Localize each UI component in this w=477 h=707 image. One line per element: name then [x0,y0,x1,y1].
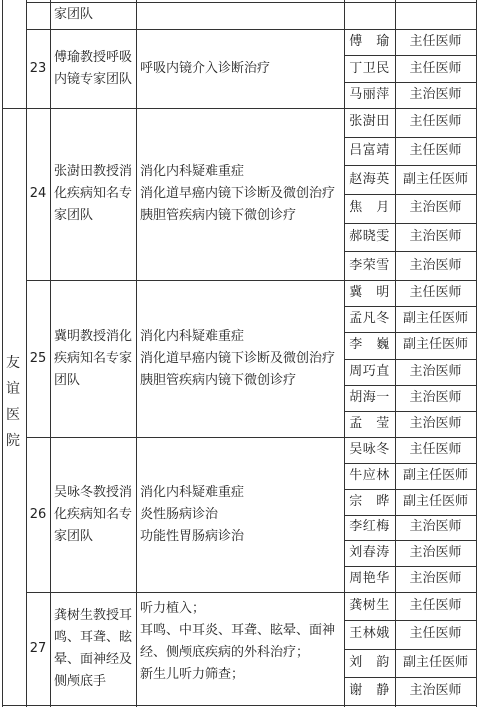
team-name: 家团队 [54,7,94,22]
service-item: 听力植入； [140,601,206,616]
doctor-name: 龚树生 [349,598,390,614]
row-border [26,108,476,109]
services-list [140,598,340,686]
doctor-name: 刘春涛 [349,545,390,561]
column-border [50,0,51,707]
doctor-name: 赵海英 [349,171,390,187]
staff-row-border [344,165,476,166]
doctor-title: 主治医师 [409,682,462,698]
team-name: 龚树生教授耳鸣、耳聋、眩晕、面神经及侧颅底手 [54,607,133,689]
doctor-title: 主治医师 [409,86,462,102]
row-border [26,592,476,593]
doctor-name: 焦 月 [349,200,390,216]
doctor-name: 周艳华 [349,571,390,587]
row-number: 23 [29,60,47,76]
doctor-name: 李红梅 [349,519,390,535]
services-list [140,161,340,227]
doctor-title: 主任医师 [409,114,462,130]
staff-row-border [344,332,476,333]
doctor-name: 李 巍 [349,337,390,353]
doctor-name: 王林娥 [349,626,390,642]
staff-row-border [344,463,476,464]
staff-row-border [344,82,476,83]
service-item: 消化内科疑难重症 [140,484,245,500]
service-item: 炎性肠病诊治 [140,506,219,522]
doctor-title: 主任医师 [409,598,462,614]
doctor-title: 主治医师 [409,363,462,379]
doctor-title: 主治医师 [409,571,462,587]
service-item: 耳鸣、中耳炎、耳聋、眩晕、面神经、侧颅底疾病的外科治疗； [140,623,336,660]
staff-row-border [344,55,476,56]
staff-row-border [344,649,476,650]
services-list [140,326,340,392]
staff-row-border [344,620,476,621]
staff-row-border [344,251,476,252]
row-border [2,108,26,109]
doctor-name: 孟凡冬 [349,311,390,327]
doctor-name: 冀 明 [349,285,390,301]
doctor-title: 主治医师 [409,415,462,431]
staff-row-border [344,137,476,138]
doctor-title: 主治医师 [409,229,462,244]
service-item: 新生儿听力筛查； [140,667,245,682]
doctor-title: 主治医师 [409,519,462,535]
doctor-title: 副主任医师 [402,654,468,670]
doctor-name: 傅 瑜 [349,34,390,50]
staff-row-border [344,566,476,567]
service-item: 消化道早癌内镜下诊断及微创治疗 [140,186,336,201]
service-item: 胰胆管疾病内镜下微创诊疗 [140,208,297,223]
row-number: 25 [29,350,47,366]
staff-row-border [344,223,476,224]
row-border [26,29,476,30]
row-number: 27 [29,640,47,656]
row-border [26,705,476,706]
doctor-title: 主治医师 [409,545,462,561]
row-border [26,437,476,438]
doctor-title: 副主任医师 [402,311,468,327]
row-border [26,2,476,3]
doctor-name: 胡海一 [349,389,390,405]
doctor-name: 谢 静 [349,682,390,698]
doctor-name: 张澍田 [349,114,390,130]
doctor-name: 李荣雪 [349,257,390,273]
doctor-title: 副主任医师 [402,171,468,187]
doctor-title: 副主任医师 [402,493,468,509]
doctor-title: 主任医师 [409,285,462,301]
staff-row-border [344,677,476,678]
team-name: 傅瑜教授呼吸内镜专家团队 [54,49,133,87]
staff-row-border [344,540,476,541]
doctor-name: 吕富靖 [349,143,390,158]
team-name: 张澍田教授消化疾病知名专家团队 [54,164,133,223]
row-number: 26 [29,506,47,522]
doctor-title: 主任医师 [409,626,462,642]
doctor-title: 副主任医师 [402,337,468,353]
service-item: 胰胆管疾病内镜下微创诊疗 [140,372,297,388]
doctor-name: 郝晓雯 [349,229,390,244]
row-number: 24 [29,186,47,201]
services-list [140,482,340,548]
doctor-title: 主任医师 [409,60,462,76]
doctor-name: 孟 莹 [349,415,390,431]
doctor-name: 周巧直 [349,363,390,379]
doctor-title: 主任医师 [409,441,462,457]
hospital-label: 友 谊 医 院 [6,355,20,449]
row-border [26,280,476,281]
doctor-title: 主任医师 [409,34,462,50]
staff-row-border [344,411,476,412]
doctor-name: 刘 韵 [349,654,390,670]
staff-row-border [344,359,476,360]
service-item: 消化内科疑难重症 [140,328,245,344]
doctor-name: 丁卫民 [349,60,390,76]
team-name: 吴咏冬教授消化疾病知名专家团队 [54,484,133,544]
doctor-title: 副主任医师 [402,467,468,483]
doctor-title: 主任医师 [409,143,462,158]
doctor-name: 宗 晔 [349,493,390,509]
staff-row-border [344,515,476,516]
doctor-title: 主治医师 [409,257,462,273]
staff-row-border [344,385,476,386]
doctor-title: 主治医师 [409,389,462,405]
services-list [140,58,340,80]
staff-row-border [344,306,476,307]
service-item: 消化内科疑难重症 [140,164,245,179]
service-item: 呼吸内镜介入诊断治疗 [140,60,271,76]
staff-row-border [344,489,476,490]
doctor-name: 吴咏冬 [349,441,390,457]
doctor-name: 牛应林 [349,467,390,483]
service-item: 功能性胃肠病诊治 [140,528,245,544]
column-border [136,0,137,707]
service-item: 消化道早癌内镜下诊断及微创治疗 [140,350,336,366]
team-name: 冀明教授消化疾病知名专家团队 [54,328,133,388]
doctor-title: 主治医师 [409,200,462,216]
doctor-name: 马丽萍 [349,86,390,102]
staff-row-border [344,194,476,195]
